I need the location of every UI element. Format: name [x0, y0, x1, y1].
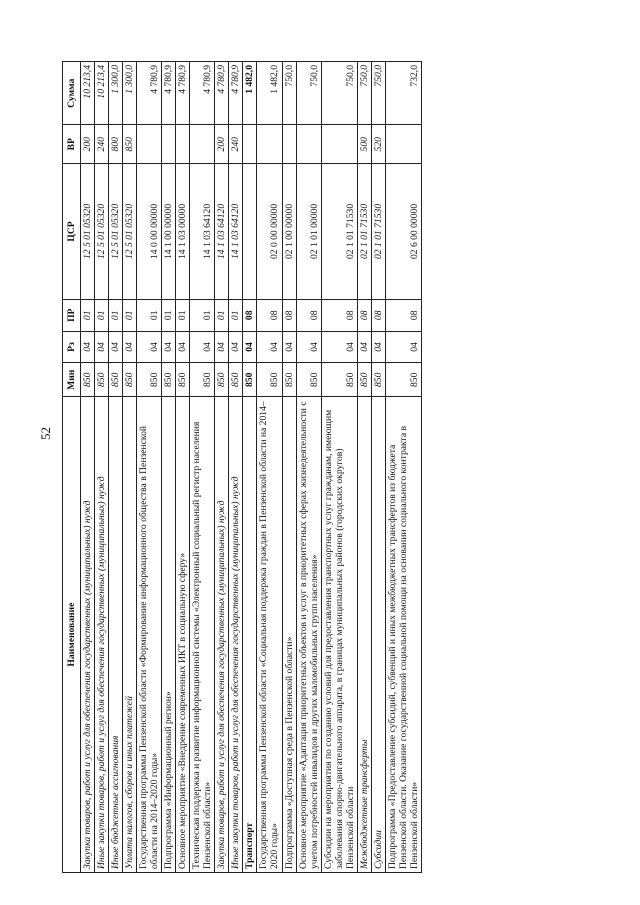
rotated-page-content: [62, 61, 558, 873]
cell-rz: 04: [123, 331, 137, 363]
header-vr: ВР: [63, 125, 81, 164]
cell-vr: 240: [229, 125, 243, 164]
cell-csr: 02 1 00 00000: [282, 164, 296, 300]
table-row: [357, 62, 371, 873]
cell-vr: [162, 125, 176, 164]
table-row: [137, 62, 162, 873]
cell-vr: [257, 125, 282, 164]
cell-rz: 04: [190, 331, 215, 363]
cell-sum: 750,0: [371, 62, 385, 126]
cell-sum: 1 482,0: [243, 62, 257, 126]
cell-name: Основное мероприятие «Адаптация приоритетных объектов и услуг в приоритетных сферах жизнедеятельности с учетом потребностей инвалидов и других маломобильных групп населения»: [296, 397, 321, 873]
cell-vr: 520: [371, 125, 385, 164]
cell-vr: 200: [215, 125, 229, 164]
cell-min: 850: [243, 363, 257, 397]
cell-pr: 08: [243, 299, 257, 331]
cell-min: 850: [81, 363, 95, 397]
cell-pr: 08: [385, 299, 421, 331]
page-number: 52: [38, 427, 53, 440]
cell-name: Иные закупки товаров, работ и услуг для обеспечения государственных (муниципальных) нужд: [95, 397, 109, 873]
cell-min: 850: [162, 363, 176, 397]
table-row: [296, 62, 321, 873]
cell-sum: 4 780,9: [176, 62, 190, 126]
cell-vr: 800: [109, 125, 123, 164]
cell-csr: 14 1 03 64120: [229, 164, 243, 300]
table-row: [385, 62, 421, 873]
cell-min: 850: [109, 363, 123, 397]
cell-sum: 750,0: [282, 62, 296, 126]
header-rz: Рз: [63, 331, 81, 363]
cell-vr: [321, 125, 357, 164]
table-row: [190, 62, 215, 873]
table-row: [176, 62, 190, 873]
cell-name: Иные бюджетные ассигнования: [109, 397, 123, 873]
cell-name: Техническая поддержка и развитие информационной системы «Электронный социальный регистр населения Пензенской области»: [190, 397, 215, 873]
table-row: [162, 62, 176, 873]
table-row: [215, 62, 229, 873]
cell-min: 850: [137, 363, 162, 397]
cell-vr: [243, 125, 257, 164]
cell-min: 850: [215, 363, 229, 397]
cell-min: 850: [282, 363, 296, 397]
header-sum: Сумма: [63, 62, 81, 126]
cell-rz: 04: [95, 331, 109, 363]
cell-name: Подпрограмма «Предоставление субсидий, субвенций и иных межбюджетных трансфертов из бюджета Пензенской области. Оказание государственной социальной помощи на основании социального контракта в Пензенской области»: [385, 397, 421, 873]
cell-pr: 01: [109, 299, 123, 331]
cell-min: 850: [371, 363, 385, 397]
cell-pr: 01: [137, 299, 162, 331]
cell-name: Иные закупки товаров, работ и услуг для обеспечения государственных (муниципальных) нужд: [229, 397, 243, 873]
cell-sum: 1 300,0: [123, 62, 137, 126]
cell-name: Транспорт: [243, 397, 257, 873]
cell-rz: 04: [296, 331, 321, 363]
cell-rz: 04: [109, 331, 123, 363]
cell-pr: 08: [357, 299, 371, 331]
cell-name: Основное мероприятие «Внедрение современных ИКТ в социальную сферу»: [176, 397, 190, 873]
cell-vr: 500: [357, 125, 371, 164]
header-name: Наименование: [63, 397, 81, 873]
cell-rz: 04: [357, 331, 371, 363]
cell-pr: 08: [321, 299, 357, 331]
cell-sum: 4 780,9: [215, 62, 229, 126]
cell-pr: 01: [190, 299, 215, 331]
cell-min: 850: [257, 363, 282, 397]
cell-rz: 04: [321, 331, 357, 363]
cell-name: Подпрограмма «Доступная среда в Пензенской области»: [282, 397, 296, 873]
cell-csr: 14 0 00 00000: [137, 164, 162, 300]
table-row: [371, 62, 385, 873]
cell-vr: [137, 125, 162, 164]
cell-csr: 02 1 01 71530: [357, 164, 371, 300]
cell-pr: 01: [81, 299, 95, 331]
header-min: Мин: [63, 363, 81, 397]
cell-min: 850: [176, 363, 190, 397]
cell-vr: 200: [81, 125, 95, 164]
cell-csr: 02 6 00 00000: [385, 164, 421, 300]
cell-name: Подпрограмма «Информационный регион»: [162, 397, 176, 873]
cell-csr: 14 1 03 64120: [215, 164, 229, 300]
table-header-row: [63, 62, 81, 873]
cell-vr: [176, 125, 190, 164]
cell-pr: 01: [215, 299, 229, 331]
table-row: [321, 62, 357, 873]
cell-sum: 4 780,9: [229, 62, 243, 126]
cell-sum: 4 780,9: [137, 62, 162, 126]
cell-vr: [190, 125, 215, 164]
table-row: [257, 62, 282, 873]
cell-sum: 10 213,4: [95, 62, 109, 126]
cell-name: Закупка товаров, работ и услуг для обеспечения государственных (муниципальных) нужд: [81, 397, 95, 873]
cell-sum: 750,0: [357, 62, 371, 126]
cell-pr: 01: [176, 299, 190, 331]
cell-sum: 1 300,0: [109, 62, 123, 126]
cell-sum: 750,0: [296, 62, 321, 126]
cell-sum: 10 213,4: [81, 62, 95, 126]
cell-sum: 4 780,9: [190, 62, 215, 126]
table-row: [109, 62, 123, 873]
table-row: [243, 62, 257, 873]
table-row: [81, 62, 95, 873]
cell-min: 850: [95, 363, 109, 397]
cell-vr: [282, 125, 296, 164]
cell-name: Субсидии на мероприятия по созданию условий для предоставления транспортных услуг гражданам, имеющим заболевания опорно-двигательного аппарата, в границах муниципальных районов (городских округов) Пензенской области: [321, 397, 357, 873]
cell-csr: 02 1 01 00000: [296, 164, 321, 300]
cell-vr: 850: [123, 125, 137, 164]
cell-rz: 04: [229, 331, 243, 363]
cell-csr: 12 5 01 05320: [81, 164, 95, 300]
cell-sum: 4 780,9: [162, 62, 176, 126]
cell-pr: 01: [162, 299, 176, 331]
header-pr: ПР: [63, 299, 81, 331]
table-row: [123, 62, 137, 873]
cell-name: Закупка товаров, работ и услуг для обеспечения государственных (муниципальных) нужд: [215, 397, 229, 873]
cell-pr: 01: [229, 299, 243, 331]
cell-min: 850: [123, 363, 137, 397]
cell-csr: [243, 164, 257, 300]
cell-rz: 04: [257, 331, 282, 363]
cell-csr: 14 1 03 00000: [176, 164, 190, 300]
cell-name: Государственная программа Пензенской области «Социальная поддержка граждан в Пензенской области на 2014–2020 годы»: [257, 397, 282, 873]
cell-min: 850: [229, 363, 243, 397]
cell-min: 850: [296, 363, 321, 397]
cell-rz: 04: [81, 331, 95, 363]
cell-csr: 14 1 03 64120: [190, 164, 215, 300]
cell-min: 850: [321, 363, 357, 397]
cell-rz: 04: [176, 331, 190, 363]
cell-rz: 04: [162, 331, 176, 363]
cell-name: Уплата налогов, сборов и иных платежей: [123, 397, 137, 873]
cell-min: 850: [190, 363, 215, 397]
cell-name: Государственная программа Пензенской области «Формирование информационного общества в Пензенской области на 2014–2020 годы»: [137, 397, 162, 873]
cell-sum: 1 482,0: [257, 62, 282, 126]
cell-sum: 750,0: [321, 62, 357, 126]
cell-vr: 240: [95, 125, 109, 164]
cell-csr: 14 1 00 00000: [162, 164, 176, 300]
cell-min: 850: [357, 363, 371, 397]
cell-pr: 08: [296, 299, 321, 331]
cell-pr: 08: [371, 299, 385, 331]
cell-rz: 04: [385, 331, 421, 363]
cell-rz: 04: [371, 331, 385, 363]
table-row: [95, 62, 109, 873]
cell-rz: 04: [243, 331, 257, 363]
cell-csr: 12 5 01 05320: [95, 164, 109, 300]
cell-vr: [296, 125, 321, 164]
table-row: [229, 62, 243, 873]
cell-csr: 12 5 01 05320: [109, 164, 123, 300]
cell-csr: 12 5 01 05320: [123, 164, 137, 300]
cell-pr: 01: [123, 299, 137, 331]
cell-vr: [385, 125, 421, 164]
cell-pr: 08: [282, 299, 296, 331]
budget-table: [62, 61, 422, 873]
cell-min: 850: [385, 363, 421, 397]
cell-pr: 01: [95, 299, 109, 331]
cell-pr: 08: [257, 299, 282, 331]
cell-csr: 02 0 00 00000: [257, 164, 282, 300]
cell-rz: 04: [282, 331, 296, 363]
cell-rz: 04: [215, 331, 229, 363]
cell-rz: 04: [137, 331, 162, 363]
cell-name: Межбюджетные трансферты: [357, 397, 371, 873]
cell-name: Субсидии: [371, 397, 385, 873]
cell-sum: 732,0: [385, 62, 421, 126]
header-csr: ЦСР: [63, 164, 81, 300]
cell-csr: 02 1 01 71530: [371, 164, 385, 300]
table-body: [81, 62, 422, 873]
table-row: [282, 62, 296, 873]
cell-csr: 02 1 01 71530: [321, 164, 357, 300]
